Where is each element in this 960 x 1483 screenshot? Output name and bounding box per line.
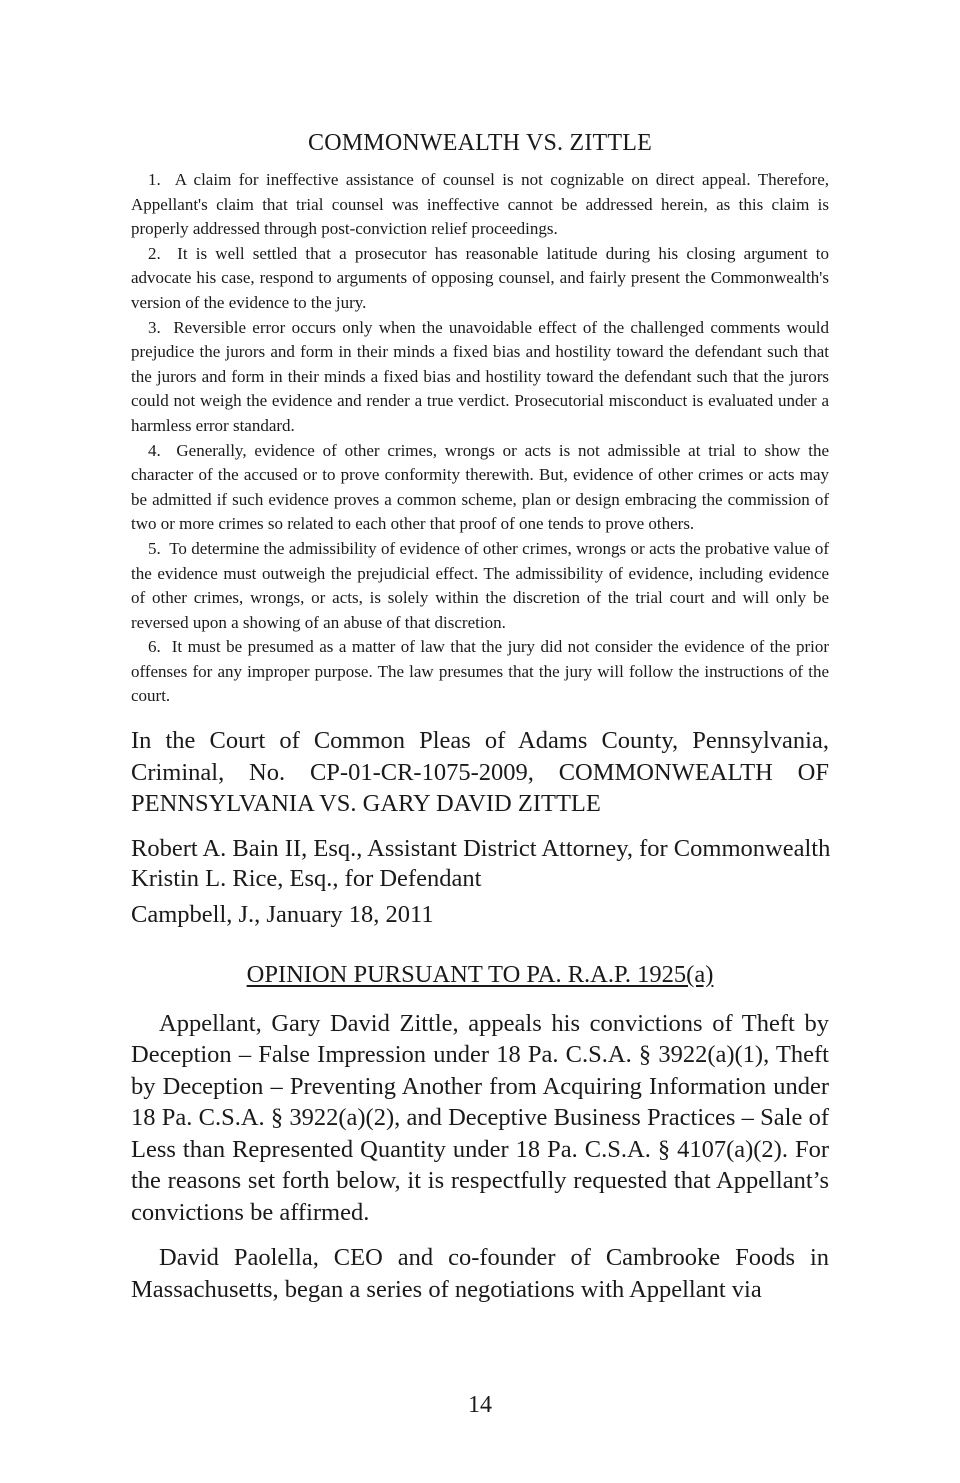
- headnote: [131, 537, 829, 635]
- counsel-commonwealth: Robert A. Bain II, Esq., Assistant District Attorney, for Commonwealth: [131, 834, 831, 862]
- page-content: [131, 128, 829, 1305]
- headnote-number: 6.: [148, 637, 161, 657]
- judge-line: Campbell, J., January 18, 2011: [131, 900, 434, 928]
- headnote: [131, 439, 829, 537]
- headnote: [131, 242, 829, 316]
- headnote-number: 1.: [148, 170, 161, 189]
- headnote-text: A claim for ineffective assistance of counsel is not cognizable on direct appeal. Therefore, Appellant's claim that trial counsel was ineffective cannot be addressed herein, as this claim is properly addressed through post-conviction relief proceedings.: [131, 170, 829, 239]
- headnote-number: 3.: [148, 317, 161, 337]
- headnote: [131, 635, 829, 709]
- counsel-defendant: Kristin L. Rice, Esq., for Defendant: [131, 864, 482, 892]
- headnote-text: Generally, evidence of other crimes, wrongs or acts is not admissible at trial to show the character of the accused or to prove conformity therewith. But, evidence of other crimes or acts may be admitted if such evidence proves a common scheme, plan or design embracing the commission of two or more crimes so related to each other that proof of one tends to prove others.: [131, 440, 829, 534]
- page-number: 14: [468, 1392, 492, 1418]
- headnote-text: To determine the admissibility of evidence of other crimes, wrongs or acts the probative value of the evidence must outweigh the prejudicial effect. The admissibility of evidence, including evidence of other crimes, wrongs, or acts, is solely within the discretion of the trial court and will only be reversed upon a showing of an abuse of that discretion.: [131, 538, 829, 632]
- headnotes: [131, 168, 829, 709]
- headnote: [131, 168, 829, 242]
- counsel-block: [131, 834, 829, 894]
- body-paragraph: Appellant, Gary David Zittle, appeals his convictions of Theft by Deception – False Impression under 18 Pa. C.S.A. § 3922(a)(1), Theft by Deception – Preventing Another from Acquiring Information under 18 Pa. C.S.A. § 3922(a)(2), and Deceptive Business Practices – Sale of Less than Represented Quantity under 18 Pa. C.S.A. § 4107(a)(2). For the reasons set forth below, it is respectfully requested that Appellant’s convictions be affirmed.: [131, 1009, 829, 1226]
- headnote-text: It is well settled that a prosecutor has reasonable latitude during his closing argument to advocate his case, respond to arguments of opposing counsel, and fairly present the Commonwealth's version of the evidence to the jury.: [131, 243, 829, 312]
- headnote-number: 2.: [148, 243, 161, 263]
- headnote-text: Reversible error occurs only when the unavoidable effect of the challenged comments would prejudice the jurors and form in their minds a fixed bias and hostility toward the defendant such that the jurors and form in their minds a fixed bias and hostility toward the defendant such that the jurors could not weigh the evidence and render a true verdict. Prosecutorial misconduct is evaluated under a harmless error standard.: [131, 317, 829, 435]
- headnote-number: 5.: [148, 538, 161, 558]
- body-paragraph: David Paolella, CEO and co-founder of Cambrooke Foods in Massachusetts, began a series of negotiations with Appellant via: [131, 1244, 829, 1303]
- headnote: [131, 316, 829, 439]
- court-caption: In the Court of Common Pleas of Adams County, Pennsylvania, Criminal, No. CP-01-CR-1075-2009, COMMONWEALTH OF PENNSYLVANIA VS. GARY DAVID ZITTLE: [131, 727, 829, 818]
- opinion-heading: OPINION PURSUANT TO PA. R.A.P. 1925(a): [246, 960, 714, 988]
- headnote-number: 4.: [148, 440, 161, 460]
- headnote-text: It must be presumed as a matter of law that the jury did not consider the evidence of the prior offenses for any improper purpose. The law presumes that the jury will follow the instructions of the court.: [131, 637, 829, 706]
- case-title: COMMONWEALTH VS. ZITTLE: [308, 130, 652, 156]
